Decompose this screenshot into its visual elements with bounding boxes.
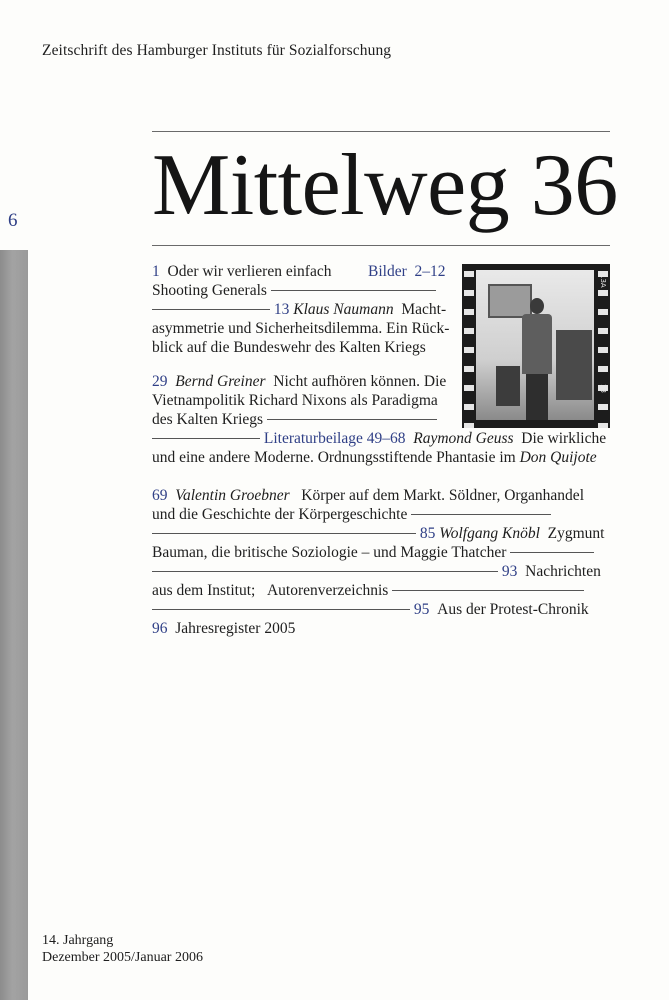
photo-figure-head [530, 298, 544, 314]
toc-entry-5 [152, 486, 584, 506]
toc-section-label: Literaturbeilage [263, 430, 363, 447]
toc-entry-5-line2 [152, 505, 551, 525]
toc-title-cont: und die Geschichte der Körpergeschichte [152, 506, 408, 523]
toc-entry-2-line2: asymmetrie und Sicherheitsdilemma. Ein Rück- [152, 320, 450, 337]
masthead-bottom-rule [152, 245, 610, 246]
toc-entry-2 [152, 300, 446, 320]
journal-subtitle: Zeitschrift des Hamburger Instituts für Sozialforschung [42, 42, 392, 59]
toc-author: Valentin Groebner [175, 487, 290, 504]
film-photo [462, 264, 610, 428]
toc-title-cont: Shooting Generals [152, 282, 267, 299]
toc-entry-6-line2 [152, 543, 594, 563]
toc-title-cont: und eine andere Moderne. Ordnungsstiftende Phantasie im [152, 449, 516, 466]
film-perforation-right [598, 264, 608, 428]
toc-page-number: 93 [501, 563, 518, 580]
toc-title: Die wirkliche [521, 430, 607, 447]
toc-leader [152, 309, 270, 310]
toc-author: Wolfgang Knöbl [439, 525, 540, 542]
toc-entry-3 [152, 372, 446, 392]
photo-figure-body [522, 314, 552, 374]
toc-section-label: Bilder [368, 263, 407, 280]
toc-page-number: 29 [152, 373, 168, 390]
toc-leader [152, 571, 498, 572]
toc-author: Raymond Geuss [413, 430, 514, 447]
toc-page-range: 2–12 [414, 263, 446, 280]
toc-page-range: 49–68 [366, 430, 406, 447]
issue-number: 6 [8, 210, 18, 231]
toc-title: aus dem Institut; [152, 582, 256, 599]
toc-leader [152, 533, 416, 534]
toc-title-cont: des Kalten Kriegs [152, 411, 264, 428]
toc-leader [152, 609, 410, 610]
toc-title: Oder wir verlieren einfach [167, 263, 332, 280]
toc-entry-3-line3 [152, 410, 437, 430]
toc-entry-4-line2 [152, 448, 597, 468]
toc-entry-1 [152, 262, 331, 282]
toc-entry-7 [152, 562, 601, 582]
top-rule [152, 131, 610, 132]
film-perforation-left [464, 264, 474, 428]
toc-title: Körper auf dem Markt. Söldner, Organhandel [301, 487, 584, 504]
journal-title: Mittelweg 36 [152, 137, 618, 234]
toc-work-title: Don Quijote [519, 449, 597, 466]
film-frame-label-bottom: 13 [599, 384, 607, 393]
toc-entry-8 [152, 600, 589, 620]
toc-entry-9 [152, 619, 295, 639]
toc-title: Macht- [401, 301, 447, 318]
film-frame-label-top: 13A [599, 274, 607, 288]
toc-page-number: 96 [152, 620, 168, 637]
toc-title-cont: Autorenverzeichnis [266, 582, 389, 599]
photo-wall-picture [488, 284, 532, 318]
toc-page-number: 69 [152, 487, 168, 504]
toc-page-number: 95 [413, 601, 430, 618]
toc-entry-1-cont [152, 281, 436, 301]
volume-label: 14. Jahrgang [42, 933, 114, 948]
toc-title-cont: Bauman, die britische Soziologie – und Maggie Thatcher [152, 544, 507, 561]
cover-spine-band [0, 250, 28, 1000]
toc-entry-6 [152, 524, 604, 544]
toc-leader [392, 590, 584, 591]
photo-frame [476, 270, 594, 420]
photo-figure-legs [526, 374, 548, 420]
toc-entry-3-line2: Vietnampolitik Richard Nixons als Paradigma [152, 392, 438, 409]
toc-page-number: 85 [419, 525, 436, 542]
toc-page-number: 1 [152, 263, 160, 280]
toc-leader [152, 438, 260, 439]
toc-entry-7-line2 [152, 581, 584, 601]
toc-author: Bernd Greiner [175, 373, 266, 390]
toc-title: Nicht aufhören können. Die [273, 373, 447, 390]
toc-title: Zygmunt [547, 525, 605, 542]
toc-page-number: 13 [273, 301, 290, 318]
photo-shelf [556, 330, 592, 400]
toc-entry-4 [152, 429, 606, 449]
toc-leader [411, 514, 551, 515]
toc-bilder [368, 262, 446, 282]
toc-leader [267, 419, 437, 420]
toc-title: Jahresregister 2005 [175, 620, 296, 637]
photo-chair [496, 366, 520, 406]
issue-date: Dezember 2005/Januar 2006 [42, 950, 203, 965]
toc-title: Nachrichten [525, 563, 601, 580]
toc-entry-2-line3: blick auf die Bundeswehr des Kalten Kriegs [152, 339, 426, 356]
toc-leader [271, 290, 436, 291]
issue-info [42, 932, 203, 966]
toc-leader [510, 552, 594, 553]
toc-title: Aus der Protest-Chronik [437, 601, 589, 618]
toc-author: Klaus Naumann [293, 301, 394, 318]
